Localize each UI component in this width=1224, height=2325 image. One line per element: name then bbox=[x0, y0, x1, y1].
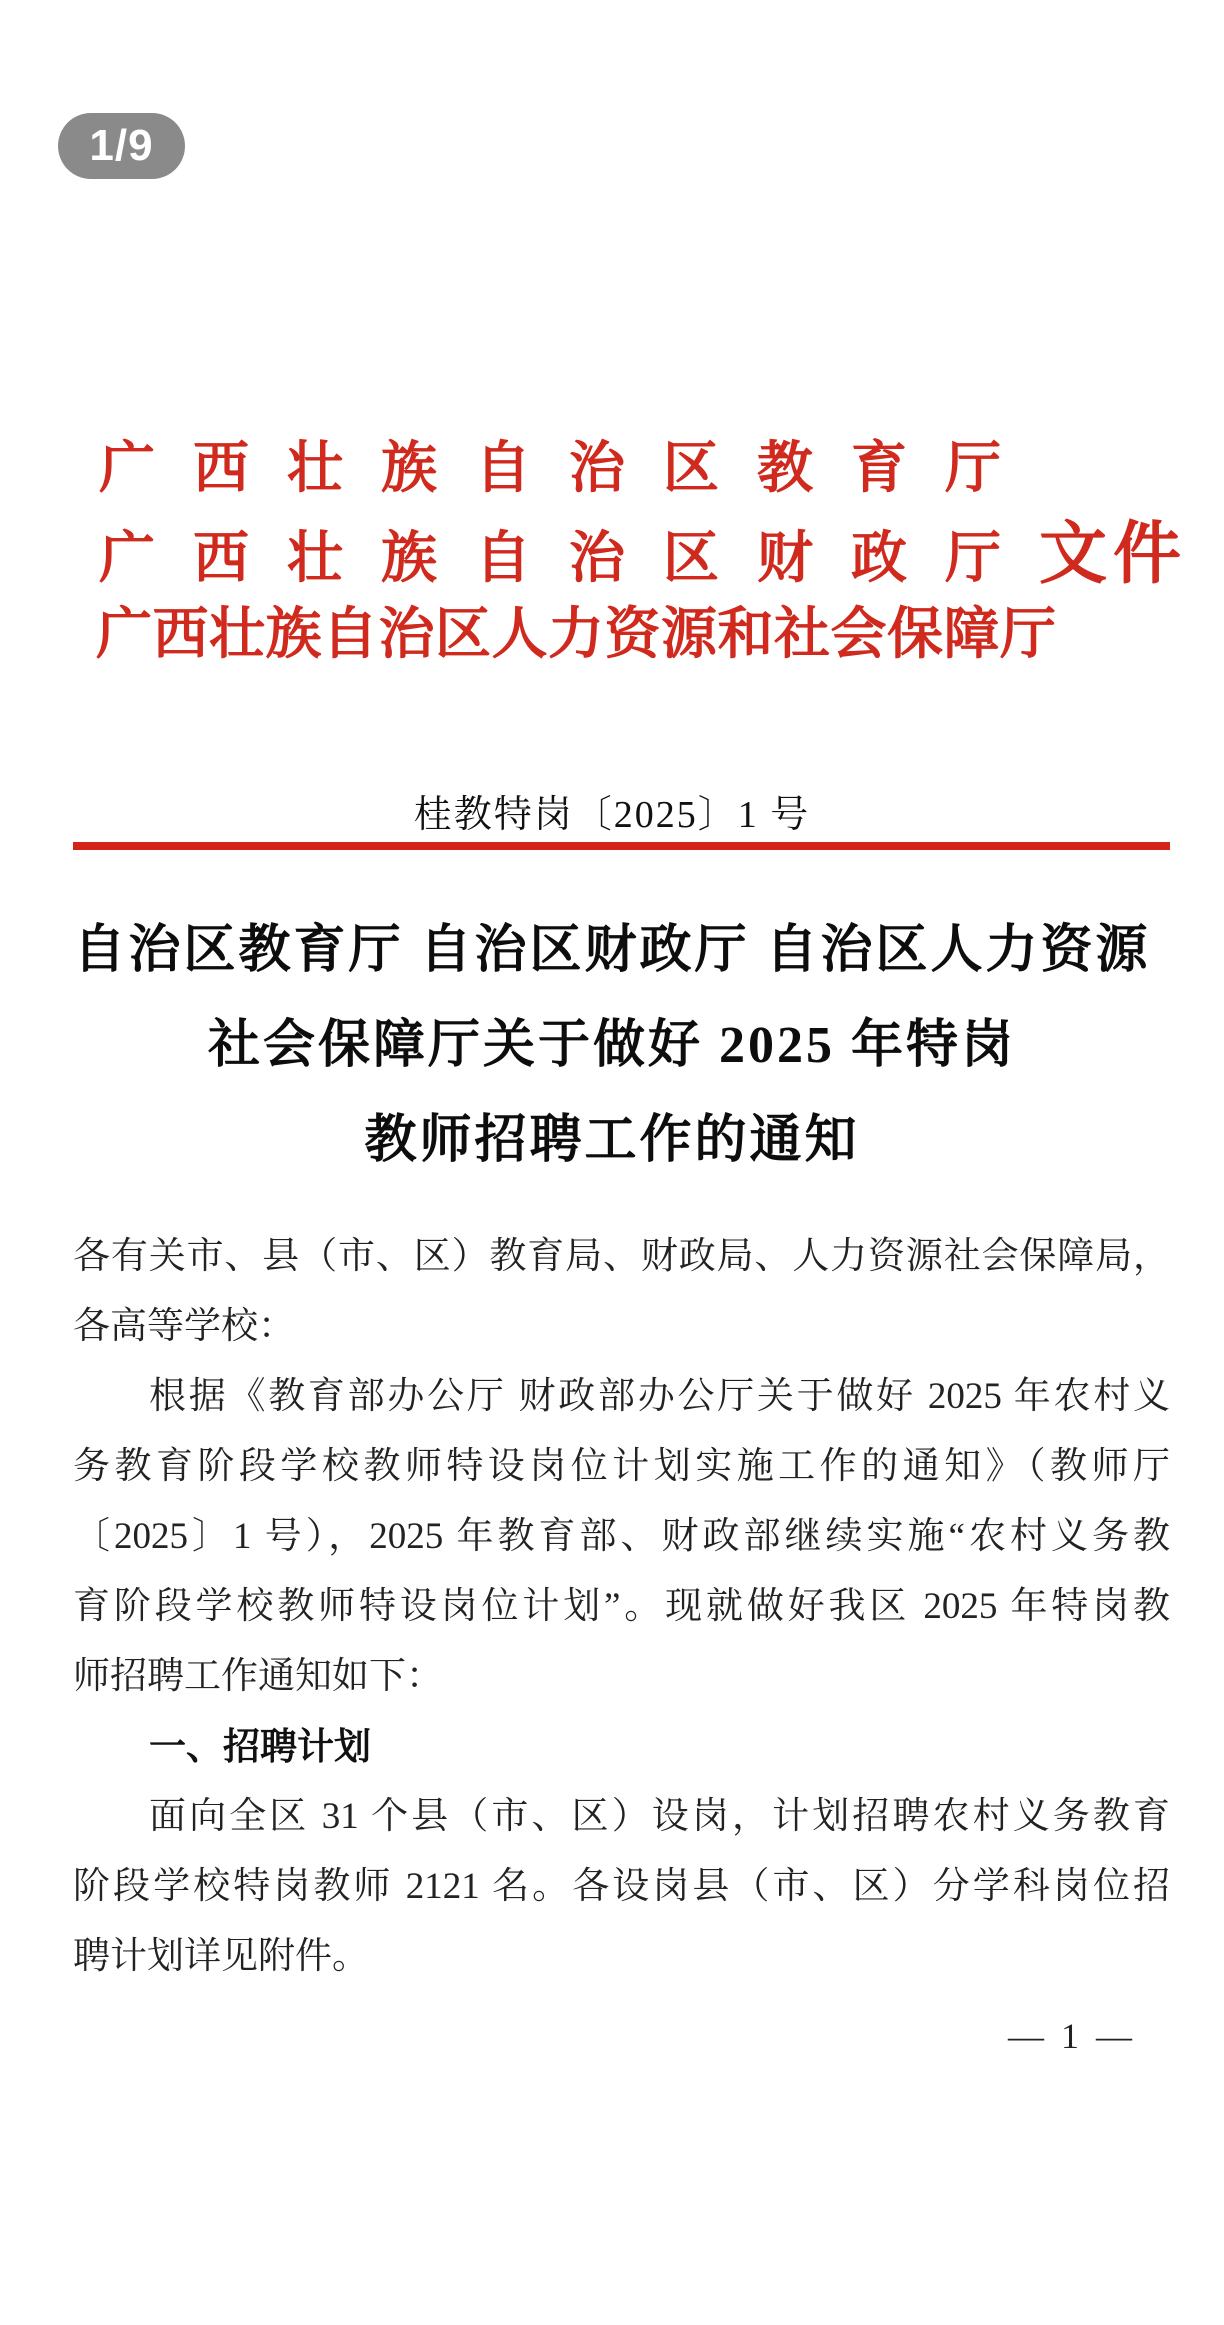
red-divider-rule bbox=[73, 842, 1170, 850]
paragraph-line: 聘计划详见附件。 bbox=[73, 1936, 369, 1977]
page-indicator-badge bbox=[58, 113, 185, 179]
salutation-line: 各高等学校： bbox=[73, 1306, 295, 1347]
paragraph-line: 根据《教育部办公厅 财政部办公厅关于做好 2025 年农村义 bbox=[149, 1376, 1170, 1417]
page-number: — 1 — bbox=[1008, 2016, 1136, 2056]
document-title-line: 教师招聘工作的通知 bbox=[364, 1112, 860, 1169]
paragraph-line: 育阶段学校教师特设岗位计划”。现就做好我区 2025 年特岗教 bbox=[73, 1586, 1170, 1627]
letterhead-line-finance-dept-row bbox=[99, 500, 1187, 597]
document-body bbox=[73, 1222, 1170, 1992]
document-title-line: 社会保障厅关于做好 2025 年特岗 bbox=[207, 1017, 1016, 1074]
page-indicator-label: 1/9 bbox=[89, 121, 154, 170]
letterhead-line-hr-dept: 广西壮族自治区人力资源和社会保障厅 bbox=[96, 604, 1057, 666]
document-title bbox=[0, 903, 1224, 1188]
paragraph-line: 面向全区 31 个县（市、区）设岗，计划招聘农村义务教育 bbox=[149, 1796, 1170, 1837]
letterhead-line-finance-dept: 广西壮族自治区财政厅 bbox=[99, 528, 1039, 590]
paragraph-line: 〔2025〕1 号），2025 年教育部、财政部继续实施“农村义务教 bbox=[73, 1516, 1170, 1557]
paragraph-line: 阶段学校特岗教师 2121 名。各设岗县（市、区）分学科岗位招 bbox=[73, 1866, 1170, 1907]
salutation-line: 各有关市、县（市、区）教育局、财政局、人力资源社会保障局， bbox=[73, 1236, 1170, 1277]
letterhead-document-suffix: 文件 bbox=[1039, 516, 1188, 592]
document-title-line: 自治区教育厅 自治区财政厅 自治区人力资源 bbox=[73, 922, 1151, 979]
section-heading-recruitment-plan: 一、招聘计划 bbox=[149, 1726, 371, 1767]
document-number: 桂教特岗〔2025〕1 号 bbox=[413, 794, 811, 836]
letterhead-line-education-dept: 广西壮族自治区教育厅 bbox=[99, 438, 1039, 500]
paragraph-line: 务教育阶段学校教师特设岗位计划实施工作的通知》（教师厅 bbox=[73, 1446, 1170, 1487]
paragraph-line: 师招聘工作通知如下： bbox=[73, 1656, 443, 1697]
